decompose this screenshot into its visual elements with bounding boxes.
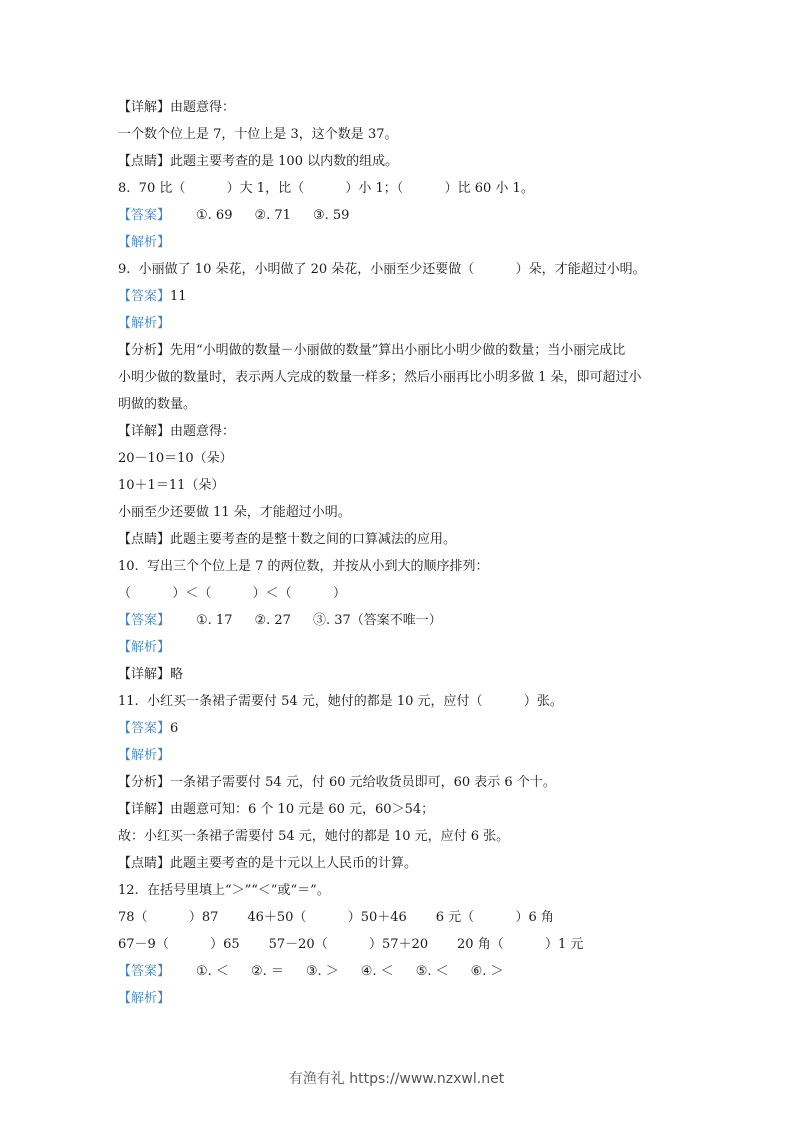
q11-remark: 【点睛】此题主要考查的是十元以上人民币的计算。 bbox=[118, 856, 418, 871]
prev-remark: 【点睛】此题主要考查的是 100 以内数的组成。 bbox=[118, 154, 399, 169]
q8-answer: 【答案】 ①. 69 ②. 71 ③. 59 bbox=[118, 208, 350, 223]
q9-question: 9. 小丽做了 10 朵花，小明做了 20 朵花，小丽至少还要做（ ）朵，才能超过小明。 bbox=[118, 262, 646, 277]
footer-watermark: 有渔有礼 https://www.nzxwl.net bbox=[288, 1071, 505, 1087]
q10-analysis-label: 【解析】 bbox=[118, 640, 171, 655]
q11-conclusion: 故：小红买一条裙子需要付 54 元，她付的都是 10 元，应付 6 张。 bbox=[118, 829, 510, 844]
q11-answer: 【答案】6 bbox=[118, 721, 179, 736]
q9-remark: 【点睛】此题主要考查的是整十数之间的口算减法的应用。 bbox=[118, 532, 457, 547]
q8-analysis-label: 【解析】 bbox=[118, 235, 171, 250]
prev-detail: 【详解】由题意得： bbox=[118, 100, 236, 115]
q12-answer: 【答案】 ①. ＜ ②. ＝ ③. ＞ ④. ＜ ⑤. ＜ ⑥. ＞ bbox=[118, 964, 504, 979]
q8-question: 8. 70 比（ ）大 1，比（ ）小 1；（ ）比 60 小 1。 bbox=[118, 181, 534, 196]
q9-detail: 【详解】由题意得： bbox=[118, 424, 236, 439]
q9-step-3: 小丽至少还要做 11 朵，才能超过小明。 bbox=[118, 505, 351, 520]
q12-row-2: 67－9（ ）65 57－20（ ）57＋20 20 角（ ）1 元 bbox=[118, 937, 584, 952]
q9-analysis-3: 明做的数量。 bbox=[118, 397, 197, 412]
q9-answer: 【答案】11 bbox=[118, 289, 187, 304]
q10-detail: 【详解】略 bbox=[118, 667, 184, 682]
q9-analysis-1: 【分析】先用“小明做的数量－小丽做的数量”算出小丽比小明少做的数量；当小丽完成比 bbox=[118, 343, 626, 358]
q11-question: 11. 小红买一条裙子需要付 54 元，她付的都是 10 元，应付（ ）张。 bbox=[118, 694, 563, 709]
q12-analysis-label: 【解析】 bbox=[118, 991, 171, 1006]
q10-blanks: （ ）＜（ ）＜（ ） bbox=[118, 586, 346, 601]
q11-analysis-label: 【解析】 bbox=[118, 748, 171, 763]
q9-step-2: 10＋1＝11（朵） bbox=[118, 478, 225, 493]
q12-row-1: 78（ ）87 46＋50（ ）50＋46 6 元（ ）6 角 bbox=[118, 910, 554, 925]
q10-answer: 【答案】 ①. 17 ②. 27 ③. 37（答案不唯一） bbox=[118, 613, 442, 628]
document-page bbox=[118, 94, 688, 1012]
q9-analysis-2: 小明少做的数量时，表示两人完成的数量一样多；然后小丽再比小明多做 1 朵，即可超过小 bbox=[118, 370, 642, 385]
q12-question: 12. 在括号里填上“＞”“＜”或“＝”。 bbox=[118, 883, 330, 898]
q9-step-1: 20－10＝10（朵） bbox=[118, 451, 233, 466]
q11-analysis: 【分析】一条裙子需要付 54 元，付 60 元给收货员即可，60 表示 6 个十。 bbox=[118, 775, 556, 790]
q9-analysis-label: 【解析】 bbox=[118, 316, 171, 331]
q10-question: 10. 写出三个个位上是 7 的两位数，并按从小到大的顺序排列： bbox=[118, 559, 489, 574]
prev-line: 一个数个位上是 7，十位上是 3，这个数是 37。 bbox=[118, 127, 398, 142]
q11-detail: 【详解】由题意可知：6 个 10 元是 60 元，60＞54； bbox=[118, 802, 435, 817]
